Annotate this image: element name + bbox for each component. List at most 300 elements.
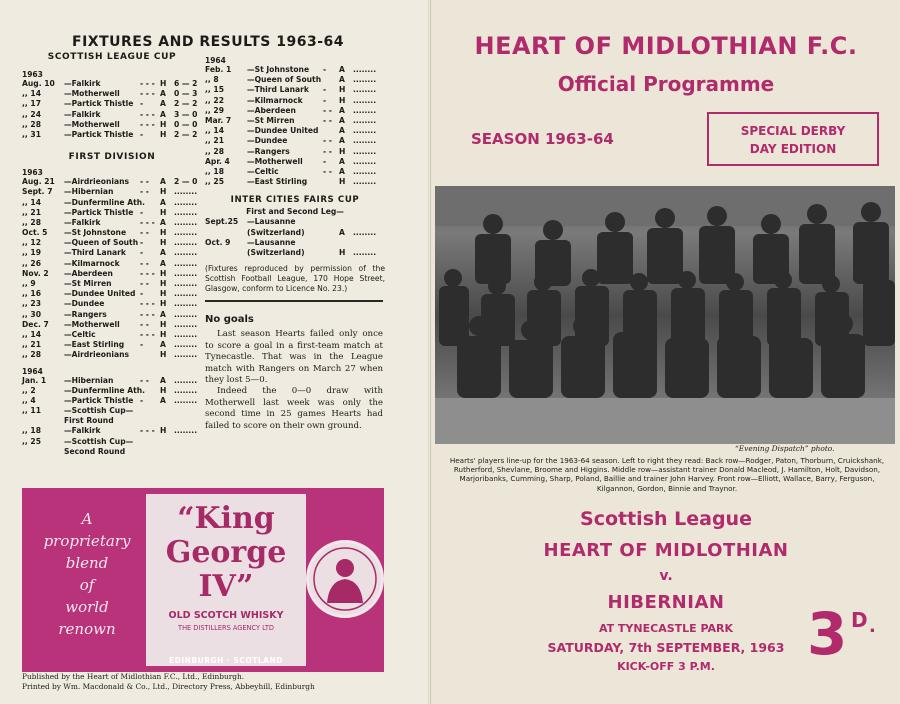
fixture-venue: H (339, 177, 346, 187)
fixture-row (205, 75, 385, 85)
fixture-row (22, 187, 202, 197)
ad-slogan-line: blend (65, 554, 109, 572)
fixture-date: Sept. 7 (22, 187, 53, 197)
fixture-dashes: - - - (140, 89, 155, 99)
fixture-date: ,, 21 (22, 340, 41, 350)
fixture-date: ,, 28 (22, 217, 41, 227)
home-team: HEART OF MIDLOTHIAN (543, 540, 789, 561)
fixture-row (22, 330, 202, 340)
fairs-row-sub (205, 248, 385, 258)
team-photo-figures (435, 186, 895, 444)
fixture-dashes: - - (140, 279, 149, 288)
fixture-venue: H (160, 207, 167, 217)
fixture-date: Jan. 1 (22, 375, 47, 385)
fixture-venue: A (160, 375, 166, 385)
whisky-advertisement (22, 488, 384, 672)
fixture-row (22, 269, 202, 279)
fixture-date: ,, 12 (22, 238, 41, 248)
fixture-score: 0 — 0 (174, 119, 198, 129)
fixture-venue: A (160, 197, 166, 207)
fairs-row (205, 238, 385, 248)
fixture-score: ........ (174, 197, 198, 207)
fixture-row (22, 350, 202, 360)
away-team: HIBERNIAN (607, 592, 725, 613)
fixture-score: ........ (174, 248, 198, 258)
fixture-score: ........ (353, 156, 377, 166)
fixture-opponent: —Airdrieonians (64, 350, 130, 360)
ad-slogan-line: proprietary (43, 532, 131, 550)
fixture-row (22, 279, 202, 289)
fixture-venue: H (160, 319, 167, 329)
fixture-dashes: - - (323, 105, 332, 115)
fixture-opponent: —Falkirk (64, 426, 101, 436)
fixture-date: ,, 17 (22, 99, 41, 109)
fixture-venue: A (160, 217, 166, 227)
season-label: SEASON 1963-64 (471, 130, 614, 148)
fixture-date: ,, 26 (22, 258, 41, 268)
fixture-dashes: - - (323, 146, 332, 156)
fixture-venue: A (160, 109, 166, 119)
fixture-venue: A (339, 156, 345, 166)
fixture-date: ,, 19 (22, 248, 41, 258)
fixture-dashes: - - - (140, 329, 155, 339)
fixture-date: ,, 11 (22, 406, 41, 416)
fairs-row (205, 217, 385, 227)
fixture-row (205, 147, 385, 157)
fixture-score: ........ (174, 289, 198, 299)
fixture-opponent: —Aberdeen (64, 268, 113, 278)
ad-brand-line: George (165, 535, 287, 570)
ad-brand-line: IV” (198, 569, 254, 604)
fixture-row (205, 85, 385, 95)
fixture-score: ........ (353, 115, 377, 125)
fixture-row (205, 65, 385, 75)
fixture-venue: H (339, 85, 346, 95)
fixture-dashes: - - (140, 177, 149, 187)
fixture-date: ,, 4 (22, 395, 36, 405)
league-cup-year: 1963 (22, 70, 43, 79)
fixture-opponent: —Hibernian (64, 187, 114, 197)
fixture-score: ........ (174, 340, 198, 350)
fixture-dashes: - (140, 238, 144, 248)
fixture-score: ........ (174, 238, 198, 248)
fixture-date: ,, 9 (22, 279, 36, 288)
special-edition-box (707, 112, 879, 166)
fixture-score: ........ (174, 385, 198, 395)
fixture-opponent: —East Stirling (64, 340, 125, 350)
fixture-date: ,, 21 (22, 207, 41, 217)
first-division-year-1963: 1963 (22, 168, 43, 178)
fixture-dashes: - (140, 289, 144, 299)
fixture-score: 2 — 2 (174, 99, 198, 109)
fixture-venue: H (160, 238, 167, 248)
fixture-venue: H (160, 289, 167, 299)
fixture-row (22, 208, 202, 218)
fixture-opponent: —St Johnstone (247, 65, 310, 74)
price-dot: . (869, 616, 876, 637)
fixture-score: 0 — 3 (174, 89, 198, 99)
fixture-score: ........ (174, 350, 198, 360)
fixture-dashes: - - (140, 258, 149, 268)
team-photo (435, 186, 895, 444)
fixture-date: ,, 14 (22, 197, 41, 207)
imprint-publisher: Published by the Heart of Midlothian F.C., Ltd., Edinburgh. (22, 672, 245, 681)
fixture-row (22, 386, 202, 396)
fixture-date: ,, 29 (205, 105, 224, 115)
fixture-dashes: - (140, 248, 144, 258)
first-division-year-1964: 1964 (22, 366, 43, 376)
fixture-opponent: —Dundee (64, 299, 105, 309)
fixture-opponent: —Partick Thistle (64, 99, 134, 109)
column-2-year: 1964 (205, 56, 226, 65)
fixture-score: 2 — 0 (174, 177, 198, 187)
ad-place: EDINBURGH · SCOTLAND (169, 656, 283, 665)
fixture-venue: A (160, 258, 166, 268)
fixture-row (205, 136, 385, 146)
fixture-date: ,, 30 (22, 309, 41, 319)
fairs-cup-sub: First and Second Leg— (246, 207, 344, 217)
fixture-venue: H (160, 299, 167, 309)
fixture-row (22, 198, 202, 208)
fixture-dashes: - (140, 99, 144, 109)
article-paragraph-1: Last season Hearts failed only once to score a goal in a first-team match at Tynecastle. That was in the League match with Rangers on March 27 when they lost 5—0. (205, 329, 383, 386)
fixture-score: ........ (174, 279, 198, 288)
fixture-opponent: —Third Lanark (64, 248, 126, 258)
fixture-date: Mar. 7 (205, 115, 232, 125)
fixture-score: ........ (353, 177, 377, 187)
fixture-row (22, 437, 202, 447)
ad-brand (146, 502, 306, 604)
fixture-row (22, 340, 202, 350)
fixture-score: ........ (353, 166, 377, 176)
fixture-row (22, 447, 202, 457)
fixture-score: ........ (174, 329, 198, 339)
fixture-venue: A (160, 340, 166, 350)
fixture-opponent: First Round (64, 416, 114, 426)
ad-label-panel (146, 494, 306, 666)
ad-slogan-line: A (81, 510, 93, 528)
fixture-row (22, 120, 202, 130)
fixture-dashes: - - - (140, 299, 155, 309)
fixture-date: Aug. 10 (22, 79, 55, 88)
fixture-venue: A (339, 115, 345, 125)
column-2-list (205, 65, 385, 187)
fixture-venue: A (339, 136, 345, 146)
fixture-opponent: —Lausanne (247, 217, 296, 227)
fixture-venue: H (160, 268, 167, 278)
fixture-opponent: —Motherwell (64, 89, 120, 99)
fixture-dashes: - (323, 156, 327, 166)
fixture-score: ........ (353, 65, 377, 74)
fixture-venue: A (339, 65, 345, 74)
fixture-date: ,, 14 (205, 126, 224, 136)
ad-product: OLD SCOTCH WHISKY (168, 610, 284, 621)
fixture-venue: A (160, 395, 166, 405)
fixture-venue: H (160, 129, 167, 139)
fixture-row (205, 157, 385, 167)
club-title: HEART OF MIDLOTHIAN F.C. (474, 32, 858, 60)
fixture-opponent: —Scottish Cup— (64, 436, 134, 446)
fixture-date: ,, 14 (22, 89, 41, 99)
fixture-score: ........ (174, 228, 198, 238)
left-page (0, 0, 430, 704)
fixture-row (205, 96, 385, 106)
king-portrait-icon (306, 540, 384, 618)
fixture-date: Aug. 21 (22, 177, 55, 187)
competition: Scottish League (580, 508, 752, 530)
fixture-date: ,, 25 (205, 177, 224, 187)
fixture-row (22, 376, 202, 386)
fixture-score: ........ (174, 375, 198, 385)
fixture-opponent: Second Round (64, 446, 126, 456)
fixture-opponent: —Celtic (247, 166, 279, 176)
fixture-date: Apr. 4 (205, 156, 230, 166)
fixture-dashes: - - (140, 228, 149, 238)
fixture-dashes: - - - (140, 119, 155, 129)
fixture-venue: H (160, 79, 167, 88)
column-rule (205, 300, 383, 302)
fixture-score: ........ (353, 105, 377, 115)
fixture-opponent: —Motherwell (64, 319, 120, 329)
fixture-row (22, 396, 202, 406)
first-division-list-1964 (22, 376, 202, 458)
fixture-row (205, 126, 385, 136)
fixture-row (22, 406, 202, 416)
photo-caption: Hearts' players line-up for the 1963-64 season. Left to right they read: Back row—Rodger, Paton, Thorburn, Cruickshank, Rutherford, Shevlane, Broome and Higgins. Middle row—assistant trainer Donald Macleod, J. Hamilton, Holt, Davidson, Marjoribanks, Cumming, Sharp, Poland, Baillie and trainer John Harvey. Front row—Elliott, Wallace, Barry, Ferguson, Kilgannon, Gordon, Binnie and Traynor. (449, 456, 885, 493)
fixture-row (205, 167, 385, 177)
fixture-row (22, 289, 202, 299)
fairs-cup-heading: INTER CITIES FAIRS CUP (230, 195, 360, 206)
fixture-opponent: —Dundee (247, 136, 288, 146)
fixture-score: ........ (174, 268, 198, 278)
fixture-venue: H (160, 279, 167, 288)
article-paragraph-2: Indeed the 0—0 draw with Motherwell last week was only the second time in 25 games Hearts had failed to score on their own ground. (205, 386, 383, 431)
fixture-opponent: —Partick Thistle (64, 129, 134, 139)
special-edition-line-2: DAY EDITION (749, 142, 837, 156)
fixture-dashes: - - (323, 136, 332, 146)
fixture-row (22, 416, 202, 426)
fixture-opponent: —Dunfermline Ath. (64, 197, 146, 207)
fixture-dashes: - (140, 395, 144, 405)
ad-slogan (32, 508, 142, 640)
fixture-date: ,, 28 (22, 350, 41, 360)
fixture-opponent: —Dundee United (247, 126, 319, 136)
fixture-score: 6 — 2 (174, 79, 198, 88)
kickoff: KICK-OFF 3 P.M. (617, 660, 715, 673)
fixture-venue: H (160, 426, 167, 436)
fixture-row (22, 228, 202, 238)
fixture-venue: H (160, 385, 167, 395)
fixture-venue: A (339, 126, 345, 136)
programme-subtitle: Official Programme (557, 72, 775, 96)
fairs-row-sub (205, 228, 385, 238)
fixture-venue: A (160, 99, 166, 109)
article (205, 314, 383, 432)
fixture-venue: H (160, 329, 167, 339)
fixture-score: ........ (174, 426, 198, 436)
fixtures-title: FIXTURES AND RESULTS 1963-64 (72, 34, 344, 50)
fixture-date: Oct. 9 (205, 237, 231, 247)
fixture-date: ,, 24 (22, 109, 41, 119)
fixture-opponent: —Third Lanark (247, 85, 309, 95)
league-cup-heading: SCOTTISH LEAGUE CUP (47, 52, 177, 62)
fixture-date: ,, 23 (22, 299, 41, 309)
fixture-score: ........ (174, 299, 198, 309)
fixture-date: ,, 22 (205, 95, 224, 105)
special-edition-line-1: SPECIAL DERBY (740, 124, 846, 138)
fixture-date: Oct. 5 (22, 228, 48, 238)
fixture-venue: A (160, 309, 166, 319)
ad-brand-line: “King (177, 501, 275, 536)
fixture-dashes: - (323, 85, 327, 95)
fixture-dashes: - - - (140, 268, 155, 278)
fixture-venue: A (339, 75, 345, 85)
versus: v. (659, 568, 673, 584)
fixture-row (22, 238, 202, 248)
fixture-score: ........ (174, 217, 198, 227)
fixture-venue: H (160, 187, 167, 197)
fixture-venue: H (160, 228, 167, 238)
fixture-date: ,, 28 (22, 119, 41, 129)
fixture-date: ,, 15 (205, 85, 224, 95)
fixture-row (205, 177, 385, 187)
fixture-opponent: —Lausanne (247, 237, 296, 247)
fixture-score: ........ (353, 248, 377, 258)
fixture-opponent: —Queen of South (247, 75, 322, 85)
fixture-opponent: —Airdrieonians (64, 177, 130, 187)
fairs-cup-list (205, 217, 385, 258)
fixtures-column-2 (205, 56, 385, 294)
fixture-opponent: —Partick Thistle (64, 395, 134, 405)
fixture-date: ,, 28 (205, 146, 224, 156)
fixture-row (22, 79, 202, 89)
fixture-date: Sept.25 (205, 217, 239, 227)
imprint-printer: Printed by Wm. Macdonald & Co., Ltd., Directory Press, Abbeyhill, Edinburgh (22, 682, 315, 692)
fixture-opponent: —Aberdeen (247, 105, 296, 115)
fixture-venue: A (339, 166, 345, 176)
ad-slogan-line: world (65, 598, 109, 616)
fixture-row (22, 259, 202, 269)
fixture-date: ,, 18 (22, 426, 41, 436)
fixture-opponent: —Kilmarnock (247, 95, 303, 105)
fixture-score: ........ (174, 395, 198, 405)
fixture-opponent: —Falkirk (64, 109, 101, 119)
fixture-country: (Switzerland) (247, 248, 305, 258)
fixture-date: ,, 2 (22, 385, 36, 395)
fixture-opponent: —Scottish Cup— (64, 406, 134, 416)
fixture-score: ........ (174, 319, 198, 329)
fixture-row (205, 106, 385, 116)
fixture-opponent: —Falkirk (64, 79, 101, 88)
fixture-venue: H (339, 146, 346, 156)
fixture-row (22, 99, 202, 109)
fixture-date: ,, 18 (205, 166, 224, 176)
fixture-opponent: —Motherwell (64, 119, 120, 129)
fixture-row (22, 248, 202, 258)
fixture-dashes: - (140, 340, 144, 350)
fixture-score: ........ (353, 85, 377, 95)
fixture-dashes: - (323, 95, 327, 105)
ad-slogan-line: renown (58, 620, 116, 638)
fixture-score: ........ (174, 309, 198, 319)
fixture-score: ........ (353, 75, 377, 85)
price-unit: D (851, 608, 868, 632)
fixture-opponent: —Motherwell (247, 156, 303, 166)
fixture-dashes: - - (140, 319, 149, 329)
fixture-opponent: —Hibernian (64, 375, 114, 385)
fixture-date: Nov. 2 (22, 268, 49, 278)
ad-slogan-line: of (79, 576, 95, 594)
fixture-dashes: - (140, 129, 144, 139)
fixture-dashes: - - (323, 115, 332, 125)
fixture-row (22, 299, 202, 309)
fixture-opponent: —Celtic (64, 329, 96, 339)
fixture-dashes: - - (323, 166, 332, 176)
fixture-venue: H (160, 119, 167, 129)
permission-note: (Fixtures reproduced by permission of the Scottish Football League, 170 Hope Street, Glasgow, conform to Licence No. 23.) (205, 264, 385, 294)
fixture-opponent: —Kilmarnock (64, 258, 120, 268)
fixture-venue: A (160, 89, 166, 99)
right-page (430, 0, 900, 704)
fixture-score: ........ (353, 227, 377, 237)
fixture-date: ,, 31 (22, 129, 41, 139)
fixture-opponent: —Partick Thistle (64, 207, 134, 217)
fixture-row (22, 177, 202, 187)
fixture-date: ,, 16 (22, 289, 41, 299)
fixture-opponent: —St Johnstone (64, 228, 127, 238)
fixture-venue: A (160, 177, 166, 187)
match-date: SATURDAY, 7th SEPTEMBER, 1963 (547, 640, 785, 655)
fixture-dashes: - - (140, 375, 149, 385)
fixture-opponent: —Dunfermline Ath. (64, 385, 146, 395)
front-row (457, 312, 865, 398)
fixture-venue: A (339, 227, 345, 237)
fixture-row (22, 218, 202, 228)
fixture-opponent: —Rangers (247, 146, 290, 156)
fixture-opponent: —East Stirling (247, 177, 308, 187)
article-heading: No goals (205, 314, 254, 325)
ad-agency: THE DISTILLERS AGENCY LTD (178, 624, 274, 632)
fixture-row (22, 320, 202, 330)
fixture-date: ,, 21 (205, 136, 224, 146)
fixture-dashes: - - (140, 187, 149, 197)
fixture-score: ........ (353, 95, 377, 105)
fixtures-column-1 (22, 50, 202, 457)
fixture-dashes: - - - (140, 79, 155, 88)
venue: AT TYNECASTLE PARK (598, 622, 734, 635)
first-division-list-1963 (22, 177, 202, 360)
fixture-dashes: - (323, 65, 327, 74)
fixture-opponent: —Falkirk (64, 217, 101, 227)
fixture-dashes: - - - (140, 217, 155, 227)
fixture-opponent: —Queen of South (64, 238, 139, 248)
fixture-score: ........ (174, 258, 198, 268)
fixture-row (205, 116, 385, 126)
fixture-venue: A (160, 248, 166, 258)
fixture-opponent: —St Mirren (247, 115, 295, 125)
fixture-date: ,, 8 (205, 75, 219, 85)
fixture-venue: A (339, 105, 345, 115)
first-division-heading: FIRST DIVISION (68, 152, 156, 163)
photo-credit: “Evening Dispatch” photo. (735, 444, 835, 453)
fixture-row (22, 426, 202, 436)
fixture-score: 2 — 2 (174, 129, 198, 139)
fixture-dashes: - - - (140, 109, 155, 119)
league-cup-list (22, 79, 202, 140)
fixture-opponent: —St Mirren (64, 279, 112, 288)
fixture-country: (Switzerland) (247, 227, 305, 237)
fixture-date: Feb. 1 (205, 65, 232, 74)
